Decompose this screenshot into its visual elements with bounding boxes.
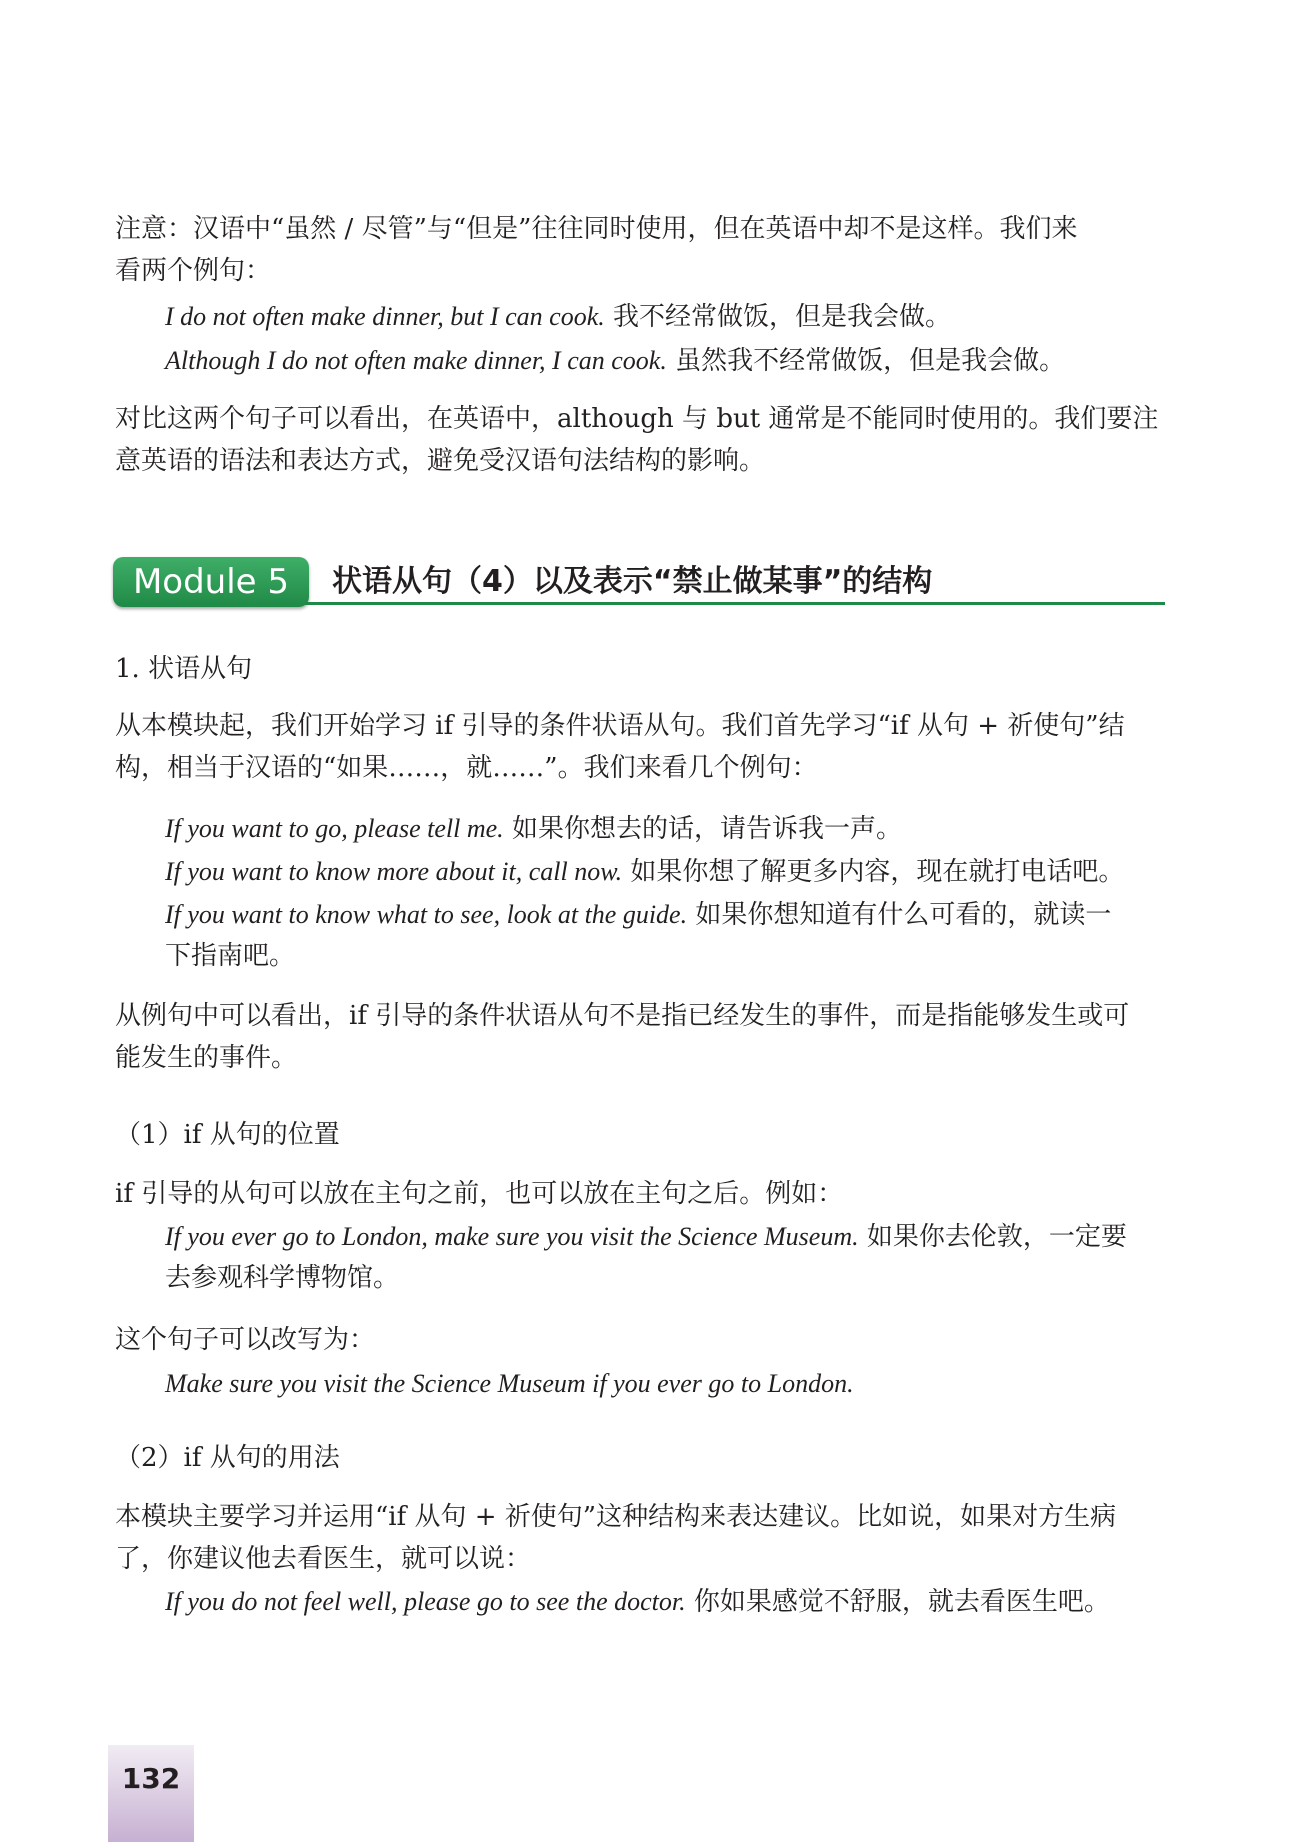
example-sentence: Make sure you visit the Science Museum if you ever go to London.	[165, 1369, 854, 1398]
example-sentence-continuation: 下指南吧。	[165, 941, 296, 971]
example-sentence: Although I do not often make dinner, I can cook. 虽然我不经常做饭，但是我会做。	[165, 346, 1066, 376]
section-heading: 1. 状语从句	[115, 654, 253, 684]
example-sentence: If you ever go to London, make sure you visit the Science Museum. 如果你去伦敦，一定要	[165, 1222, 1127, 1252]
contrast-paragraph: 对比这两个句子可以看出，在英语中，although 与 but 通常是不能同时使用的。我们要注 意英语的语法和表达方式，避免受汉语句法结构的影响。	[115, 404, 1159, 476]
rewrite-label: 这个句子可以改写为：	[115, 1325, 376, 1355]
example-sentence: I do not often make dinner, but I can cook. 我不经常做饭，但是我会做。	[165, 302, 952, 332]
observation-paragraph: 从例句中可以看出，if 引导的条件状语从句不是指已经发生的事件，而是指能够发生或可 能发生的事件。	[115, 1001, 1130, 1073]
module-title-rule	[305, 602, 1165, 605]
module-badge: Module 5	[113, 557, 309, 607]
example-sentence: If you want to know more about it, call now. 如果你想了解更多内容，现在就打电话吧。	[165, 857, 1125, 887]
position-paragraph: if 引导的从句可以放在主句之前，也可以放在主句之后。例如：	[115, 1179, 844, 1209]
example-sentence: If you do not feel well, please go to see the doctor. 你如果感觉不舒服，就去看医生吧。	[165, 1587, 1110, 1617]
note-paragraph: 注意：汉语中“虽然 / 尽管”与“但是”往往同时使用，但在英语中却不是这样。我们来 看两个例句：	[115, 214, 1078, 286]
example-sentence-continuation: 去参观科学博物馆。	[165, 1263, 400, 1293]
subsection-heading: （2）if 从句的用法	[115, 1443, 340, 1473]
example-sentence: If you want to know what to see, look at the guide. 如果你想知道有什么可看的，就读一	[165, 900, 1112, 930]
usage-paragraph: 本模块主要学习并运用“if 从句 + 祈使句”这种结构来表达建议。比如说，如果对方生病 了，你建议他去看医生，就可以说：	[115, 1502, 1117, 1574]
subsection-heading: （1）if 从句的位置	[115, 1120, 340, 1150]
intro-paragraph: 从本模块起，我们开始学习 if 引导的条件状语从句。我们首先学习“if 从句 + 祈使句”结 构，相当于汉语的“如果……，就……”。我们来看几个例句：	[115, 711, 1125, 783]
example-sentence: If you want to go, please tell me. 如果你想去的话，请告诉我一声。	[165, 814, 902, 844]
page-number: 132	[121, 1762, 181, 1795]
module-title: 状语从句（4）以及表示“禁止做某事”的结构	[332, 564, 933, 599]
